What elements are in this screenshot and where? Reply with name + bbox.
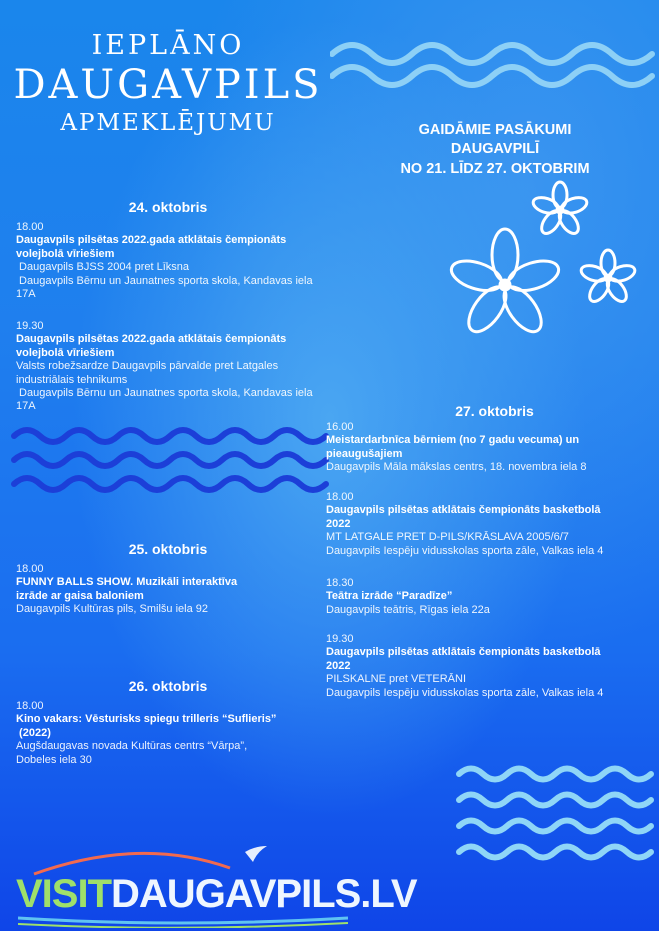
event-title-line: (2022) [16, 726, 51, 739]
date-26-oktobris: 26. oktobris [128, 678, 208, 694]
upcoming-line3: NO 21. LĪDZ 27. OKTOBRIM [400, 161, 590, 177]
logo-text [16, 872, 417, 917]
event-detail-line: MT LATGALE PRET D-PILS/KRĀSLAVA 2005/6/7 [326, 531, 569, 544]
event-27-1830 [326, 577, 656, 617]
event-26-1800 [16, 700, 336, 767]
event-title-line: Daugavpils pilsētas 2022.gada atklātais čempionāts [16, 234, 287, 247]
upcoming-line1: GAIDĀMIE PASĀKUMI [418, 122, 572, 138]
event-detail-line: Daugavpils Iespēju vidusskolas sporta zāle, Valkas iela 4 [326, 686, 604, 699]
event-title-line: volejbolā vīriešiem [16, 346, 115, 359]
upcoming-line2: DAUGAVPILĪ [450, 141, 540, 157]
header-line3: APMEKLĒJUMU [60, 110, 276, 136]
header-line1: IEPLĀNO [91, 30, 245, 61]
event-detail-line: industriālais tehnikums [16, 373, 128, 386]
event-time: 18.00 [16, 700, 44, 712]
event-time: 19.30 [16, 320, 44, 332]
event-title-line: pieaugušajiem [326, 447, 403, 460]
event-title-line: Daugavpils pilsētas 2022.gada atklātais čempionāts [16, 333, 287, 346]
event-detail-line: Daugavpils BJSS 2004 pret Līksna [16, 261, 190, 274]
event-detail-line: Daugavpils Iespēju vidusskolas sporta zāle, Valkas iela 4 [326, 544, 604, 557]
event-detail-line: Dobeles iela 30 [16, 753, 92, 766]
event-title-line: 2022 [326, 517, 351, 530]
event-24-1930 [16, 320, 336, 414]
event-time: 18.00 [326, 491, 354, 503]
event-detail-line: Daugavpils teātris, Rīgas iela 22a [326, 603, 490, 616]
top-waves-decoration [330, 28, 655, 100]
event-time: 16.00 [326, 421, 354, 433]
event-detail-line: 17A [16, 288, 36, 301]
event-title-line: volejbolā vīriešiem [16, 247, 115, 260]
event-title-line: Kino vakars: Vēsturisks spiegu trilleris “Suflieris” [16, 713, 277, 726]
header-title: DAUGAVPILS [13, 62, 323, 108]
event-title-line: FUNNY BALLS SHOW. Muzikāli interaktīva [16, 576, 238, 589]
bottom-waves-decoration [455, 760, 655, 880]
flowers-decoration [440, 180, 655, 365]
event-detail-line: Daugavpils Kultūras pils, Smilšu iela 92 [16, 603, 208, 616]
event-detail-line: Daugavpils Bērnu un Jaunatnes sporta skola, Kandavas iela [16, 387, 313, 400]
event-time: 18.00 [16, 563, 44, 575]
event-title-line: Teātra izrāde “Paradīze” [326, 590, 453, 603]
middle-waves-decoration [10, 418, 335, 498]
event-detail-line: Augšdaugavas novada Kultūras centrs “Vārpa”, [16, 740, 248, 753]
event-title-line: Meistardarbnīca bērniem (no 7 gadu vecuma) un [326, 434, 580, 447]
event-25-1800 [16, 563, 336, 617]
event-27-1600 [326, 421, 656, 475]
event-time: 18.00 [16, 221, 44, 233]
event-detail-line: Daugavpils Māla mākslas centrs, 18. novembra iela 8 [326, 461, 587, 474]
date-24-oktobris: 24. oktobris [128, 199, 208, 215]
event-detail-line: 17A [16, 400, 36, 413]
event-title-line: 2022 [326, 659, 351, 672]
event-24-1800 [16, 221, 336, 301]
event-title-line: Daugavpils pilsētas atklātais čempionāts basketbolā [326, 504, 601, 517]
event-time: 18.30 [326, 577, 354, 589]
event-detail-line: PILSKALNE pret VETERĀNI [326, 673, 466, 686]
event-27-1930 [326, 633, 656, 700]
event-detail-line: Valsts robežsardze Daugavpils pārvalde pret Latgales [16, 360, 279, 373]
logo-part-visit: VISIT [16, 872, 112, 916]
event-time: 19.30 [326, 633, 354, 645]
event-title-line: izrāde ar gaisa baloniem [16, 589, 144, 602]
event-title-line: Daugavpils pilsētas atklātais čempionāts basketbolā [326, 646, 601, 659]
logo-part-daugavpils: DAUGAVPILS.LV [111, 872, 417, 916]
date-25-oktobris: 25. oktobris [128, 541, 208, 557]
date-27-oktobris: 27. oktobris [455, 403, 534, 419]
logo-underline-waves [18, 914, 348, 928]
event-detail-line: Daugavpils Bērnu un Jaunatnes sporta skola, Kandavas iela [16, 274, 313, 287]
event-27-1800 [326, 491, 656, 558]
